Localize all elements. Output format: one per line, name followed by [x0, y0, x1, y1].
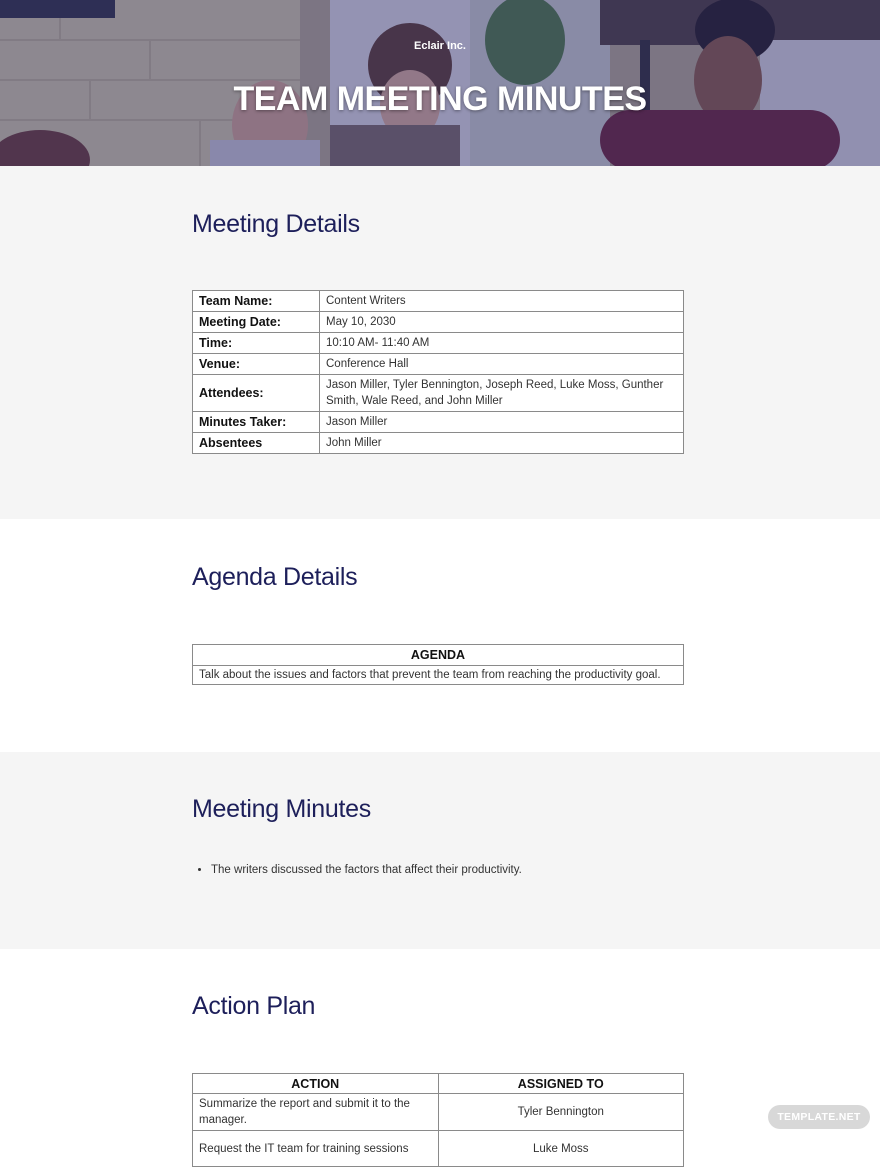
- table-row: [193, 291, 684, 312]
- action-plan-table: [192, 1073, 684, 1167]
- table-row: [193, 1094, 684, 1131]
- table-row: [193, 312, 684, 333]
- table-row: [193, 375, 684, 412]
- agenda-details-section: [0, 519, 880, 752]
- detail-label: Absentees: [193, 433, 320, 454]
- detail-value: May 10, 2030: [320, 312, 684, 333]
- detail-value: Jason Miller, Tyler Bennington, Joseph Reed, Luke Moss, Gunther Smith, Wale Reed, and John Miller: [320, 375, 684, 412]
- list-item: • The writers discussed the factors that affect their productivity.: [211, 864, 522, 876]
- detail-value: John Miller: [320, 433, 684, 454]
- detail-label: Meeting Date:: [193, 312, 320, 333]
- action-cell: Summarize the report and submit it to the manager.: [193, 1094, 439, 1131]
- detail-label: Venue:: [193, 354, 320, 375]
- detail-value: Conference Hall: [320, 354, 684, 375]
- action-column-header: ACTION: [193, 1074, 439, 1094]
- company-name: Eclair Inc.: [414, 40, 466, 52]
- detail-value: Jason Miller: [320, 412, 684, 433]
- meeting-details-table: [192, 290, 684, 454]
- header-banner: [0, 0, 880, 166]
- action-plan-heading: Action Plan: [192, 992, 316, 1020]
- meeting-minutes-heading: Meeting Minutes: [192, 795, 371, 823]
- table-row: [193, 433, 684, 454]
- agenda-details-heading: Agenda Details: [192, 563, 358, 591]
- table-row: [193, 333, 684, 354]
- agenda-table: [192, 644, 684, 685]
- table-header-row: [193, 1074, 684, 1094]
- detail-label: Time:: [193, 333, 320, 354]
- agenda-item: Talk about the issues and factors that prevent the team from reaching the productivity goal.: [193, 666, 684, 685]
- detail-value: 10:10 AM- 11:40 AM: [320, 333, 684, 354]
- watermark-badge[interactable]: TEMPLATE.NET: [768, 1105, 870, 1129]
- meeting-details-heading: Meeting Details: [192, 210, 360, 238]
- table-row: [193, 354, 684, 375]
- table-row: [193, 1131, 684, 1167]
- action-cell: Request the IT team for training sessions: [193, 1131, 439, 1167]
- page-title: TEAM MEETING MINUTES: [233, 80, 647, 118]
- meeting-details-section: [0, 166, 880, 519]
- detail-value: Content Writers: [320, 291, 684, 312]
- detail-label: Team Name:: [193, 291, 320, 312]
- table-row: [193, 666, 684, 685]
- assigned-cell: Luke Moss: [438, 1131, 684, 1167]
- table-header-row: [193, 645, 684, 666]
- action-plan-section: [0, 949, 880, 1155]
- meeting-minutes-section: [0, 752, 880, 949]
- minutes-list: [211, 864, 522, 876]
- assigned-cell: Tyler Bennington: [438, 1094, 684, 1131]
- table-row: [193, 412, 684, 433]
- assigned-column-header: ASSIGNED TO: [438, 1074, 684, 1094]
- agenda-column-header: AGENDA: [193, 645, 684, 666]
- detail-label: Attendees:: [193, 375, 320, 412]
- detail-label: Minutes Taker:: [193, 412, 320, 433]
